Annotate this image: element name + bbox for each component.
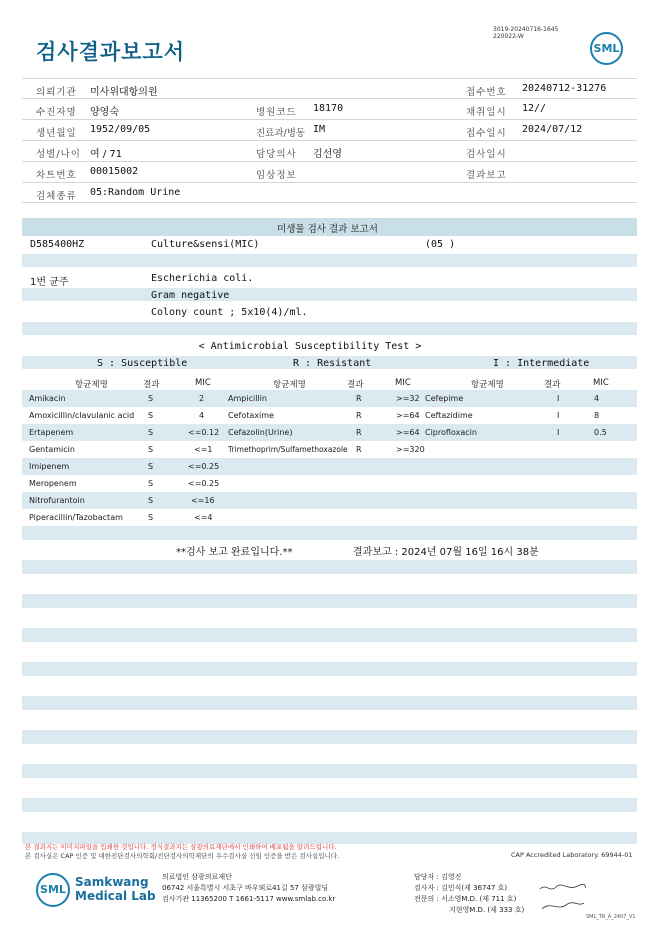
col-drug-header: 항균제명 bbox=[273, 380, 306, 390]
drug-name: Amoxicillin/clavulanic acid bbox=[29, 411, 135, 420]
divider bbox=[22, 182, 637, 183]
divider bbox=[22, 202, 637, 203]
drug-mic: >=64 bbox=[396, 411, 420, 420]
drug-result: R bbox=[356, 394, 362, 403]
drug-mic: <=1 bbox=[194, 445, 213, 454]
clinical-label: 임상정보 bbox=[256, 170, 297, 181]
col-mic-header: MIC bbox=[195, 378, 211, 388]
footer-note-cap: 본 검사실은 CAP 인증 및 대한진단검사의학회/진단검사의학재단의 우수검사실 신임 인증을 받은 검사실입니다. bbox=[25, 852, 340, 860]
drug-result: S bbox=[148, 445, 154, 454]
organism-name: Escherichia coli. bbox=[151, 273, 254, 284]
col-result-header: 결과 bbox=[544, 380, 561, 390]
colony-count: Colony count ; 5x10(4)/ml. bbox=[151, 307, 308, 318]
name-label: 수진자명 bbox=[36, 107, 77, 118]
test-name: Culture&sensi(MIC) bbox=[151, 239, 260, 250]
drug-result: S bbox=[148, 462, 154, 471]
footer-sml-logo: SML bbox=[36, 873, 70, 907]
drug-name: Cefepime bbox=[425, 394, 464, 403]
drug-name: Trimethoprim/Sulfamethoxazole bbox=[228, 445, 348, 454]
drug-name: Ertapenem bbox=[29, 428, 74, 437]
drug-name: Cefazolin(Urine) bbox=[228, 428, 293, 437]
row-band bbox=[22, 322, 637, 335]
drug-name: Gentamicin bbox=[29, 445, 75, 454]
empty-row-band bbox=[22, 628, 637, 642]
drug-mic: 2 bbox=[199, 394, 205, 403]
dob-label: 생년월일 bbox=[36, 128, 77, 139]
empty-row-band bbox=[22, 696, 637, 710]
brand-name bbox=[75, 875, 156, 903]
drug-mic: <=16 bbox=[191, 496, 215, 505]
organization-contact: 검사기관 11365200 T 1661-5117 www.smlab.co.kr bbox=[162, 895, 336, 903]
drug-mic: <=0.12 bbox=[188, 428, 220, 437]
dob-value: 1952/09/05 bbox=[90, 124, 151, 135]
empty-row-band bbox=[22, 798, 637, 812]
drug-name: Nitrofurantoin bbox=[29, 496, 85, 505]
tech-name: 김민식(제 36747 호) bbox=[441, 884, 508, 892]
dept-value: IM bbox=[313, 124, 326, 135]
drug-result: S bbox=[148, 479, 154, 488]
drug-result: R bbox=[356, 411, 362, 420]
drug-name: Meropenem bbox=[29, 479, 77, 488]
drug-result: S bbox=[148, 411, 154, 420]
col-mic-header: MIC bbox=[593, 378, 609, 388]
document-id bbox=[493, 26, 558, 40]
drug-result: I bbox=[557, 428, 560, 437]
drug-result: I bbox=[557, 411, 560, 420]
test-date-label: 검사일시 bbox=[466, 149, 507, 160]
hospital-label: 의뢰기관 bbox=[36, 87, 77, 98]
drug-mic: <=0.25 bbox=[188, 479, 220, 488]
drug-mic: 8 bbox=[594, 411, 600, 420]
empty-row-band bbox=[22, 594, 637, 608]
legend-resistant: R : Resistant bbox=[293, 358, 372, 369]
footer-note-print: 본 결과지는 이미지파일을 입쇄한 것입니다. 정식결과지는 삼광의료재단에서 인쇄하여 배포됨을 알려드립니다. bbox=[25, 843, 337, 851]
drug-result: S bbox=[148, 513, 154, 522]
dept-label: 진료과/병동 bbox=[256, 128, 306, 139]
empty-row-band bbox=[22, 730, 637, 744]
tech-line bbox=[414, 883, 524, 894]
row-band bbox=[22, 288, 637, 301]
footer-address-block bbox=[162, 872, 335, 905]
receipt-date-value: 2024/07/12 bbox=[522, 124, 583, 135]
receipt-no-label: 접수번호 bbox=[466, 87, 507, 98]
sex-age-label: 성별/나이 bbox=[36, 149, 81, 160]
drug-mic: >=64 bbox=[396, 428, 420, 437]
row-band bbox=[22, 254, 637, 267]
legend-intermediate: I : Intermediate bbox=[493, 358, 590, 369]
doctor-label: 담당의사 bbox=[256, 149, 297, 160]
gram-stain: Gram negative bbox=[151, 290, 230, 301]
document-id-line1: 3019-20240716-1645 bbox=[493, 26, 559, 33]
drug-mic: 4 bbox=[594, 394, 600, 403]
footer-staff-block bbox=[414, 872, 524, 916]
tech-label: 검사자 : bbox=[414, 884, 439, 892]
ast-title: < Antimicrobial Susceptibility Test > bbox=[198, 341, 422, 352]
report-title: 검사결과보고서 bbox=[36, 40, 186, 64]
drug-mic: 0.5 bbox=[594, 428, 607, 437]
drug-result: R bbox=[356, 428, 362, 437]
drug-name: Ceftazidime bbox=[425, 411, 473, 420]
col-result-header: 결과 bbox=[143, 380, 160, 390]
drug-mic: <=4 bbox=[194, 513, 213, 522]
drug-result: S bbox=[148, 394, 154, 403]
legend-susceptible: S : Susceptible bbox=[97, 358, 188, 369]
test-code: D585400HZ bbox=[30, 239, 85, 250]
organism-label: 1번 균주 bbox=[30, 277, 69, 288]
empty-row-band bbox=[22, 764, 637, 778]
receipt-date-label: 접수일시 bbox=[466, 128, 507, 139]
signature-image bbox=[538, 881, 588, 915]
row-band bbox=[22, 492, 637, 509]
drug-result: I bbox=[557, 394, 560, 403]
drug-result: S bbox=[148, 496, 154, 505]
divider bbox=[22, 140, 637, 141]
specimen-label: 검체종류 bbox=[36, 191, 77, 202]
test-number: (05 ) bbox=[425, 239, 456, 250]
form-id: SML_TR_A_2407_V1 bbox=[586, 914, 636, 920]
divider bbox=[22, 161, 637, 162]
doctor-label-footer: 전문의 : bbox=[414, 895, 439, 903]
document-id-line2: 220022-W bbox=[493, 33, 524, 40]
drug-result: R bbox=[356, 445, 362, 454]
divider bbox=[22, 78, 637, 79]
organization-address: 06742 서울특별시 서초구 바우뫼로41길 57 삼광빌딩 bbox=[162, 884, 329, 892]
drug-name: Piperacillin/Tazobactam bbox=[29, 513, 123, 522]
drug-mic: >=320 bbox=[396, 445, 425, 454]
col-result-header: 결과 bbox=[347, 380, 364, 390]
collect-label: 채취일시 bbox=[466, 107, 507, 118]
micro-section-title: 미생물 검사 결과 보고서 bbox=[277, 224, 378, 235]
divider bbox=[22, 98, 637, 99]
drug-name: Imipenem bbox=[29, 462, 70, 471]
report-complete-text: **검사 보고 완료입니다.** bbox=[176, 547, 293, 558]
doctor-line bbox=[414, 894, 524, 905]
brand-line1: Samkwang bbox=[75, 875, 149, 889]
drug-name: Cefotaxime bbox=[228, 411, 274, 420]
row-band bbox=[22, 390, 637, 407]
report-label: 결과보고 bbox=[466, 170, 507, 181]
report-time-text: 결과보고 : 2024년 07월 16일 16시 38분 bbox=[353, 547, 539, 558]
chart-label: 차트번호 bbox=[36, 170, 77, 181]
empty-row-band bbox=[22, 560, 637, 574]
doctor-line-2: 지현영M.D. (제 333 호) bbox=[449, 906, 525, 914]
divider bbox=[22, 119, 637, 120]
drug-mic: <=0.25 bbox=[188, 462, 220, 471]
staff-label: 담당자 : bbox=[414, 873, 439, 881]
empty-row-band bbox=[22, 662, 637, 676]
hospital-value: 미사위대항의원 bbox=[90, 87, 158, 98]
drug-name: Ampicillin bbox=[228, 394, 267, 403]
collect-value: 12// bbox=[522, 103, 547, 114]
specimen-value: 05:Random Urine bbox=[90, 187, 181, 198]
col-drug-header: 항균제명 bbox=[75, 380, 108, 390]
sex-age-value: 여 / 71 bbox=[90, 149, 123, 160]
staff-name: 김영진 bbox=[441, 873, 462, 881]
drug-result: S bbox=[148, 428, 154, 437]
col-drug-header: 항균제명 bbox=[471, 380, 504, 390]
cap-accreditation: CAP Accredited Laboratory. 69944-01 bbox=[511, 851, 633, 859]
hospital-code-label: 병원코드 bbox=[256, 107, 297, 118]
drug-name: Amikacin bbox=[29, 394, 66, 403]
drug-name: Ciprofloxacin bbox=[425, 428, 477, 437]
drug-mic: 4 bbox=[199, 411, 205, 420]
row-band bbox=[22, 526, 637, 540]
drug-mic: >=32 bbox=[396, 394, 420, 403]
name-value: 양영숙 bbox=[90, 107, 119, 118]
row-band bbox=[22, 424, 637, 441]
chart-value: 00015002 bbox=[90, 166, 139, 177]
receipt-no-value: 20240712-31276 bbox=[522, 83, 607, 94]
doctor-value: 김선영 bbox=[313, 149, 342, 160]
sml-logo: SML bbox=[590, 32, 623, 65]
row-band bbox=[22, 458, 637, 475]
staff-line bbox=[414, 872, 524, 883]
hospital-code-value: 18170 bbox=[313, 103, 344, 114]
brand-line2: Medical Lab bbox=[75, 889, 156, 903]
col-mic-header: MIC bbox=[395, 378, 411, 388]
doctor-name-1: 서소영M.D. (제 711 호) bbox=[441, 895, 517, 903]
organization-name: 의료법인 삼광의료재단 bbox=[162, 873, 232, 881]
